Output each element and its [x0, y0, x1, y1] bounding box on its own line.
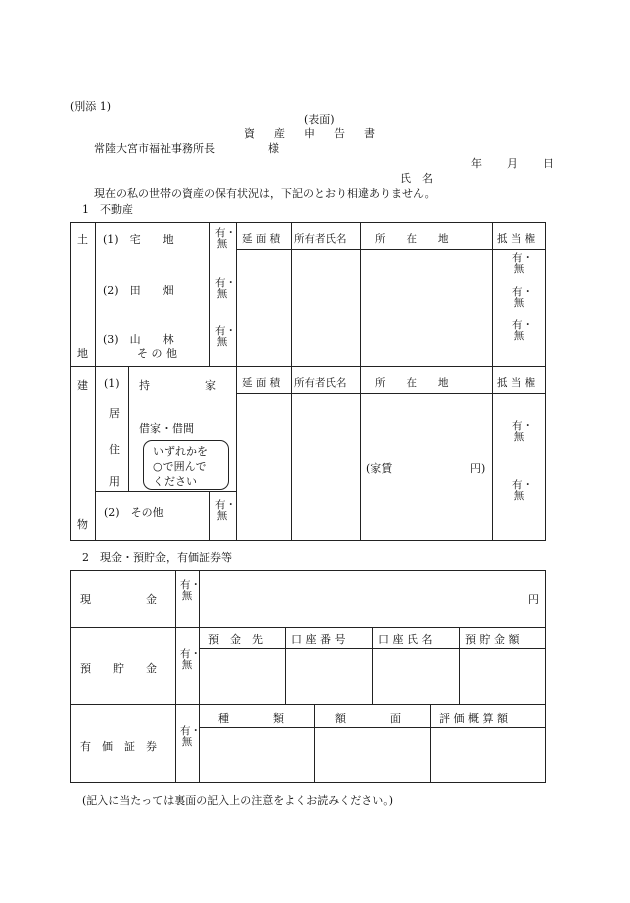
rule	[285, 627, 286, 704]
building-item2: (2) その他	[104, 506, 164, 519]
land-yesno-3: 有・無	[215, 325, 236, 348]
rule	[459, 627, 460, 704]
attachment-label: (別添 1)	[70, 100, 112, 113]
building-col-location: 所 在 地	[375, 377, 449, 389]
securities-yesno: 有・無	[180, 725, 201, 748]
land-building-divider	[70, 366, 546, 367]
rule	[360, 222, 361, 541]
land-col-owner: 所有者氏名	[294, 233, 347, 245]
securities-col-face-value: 額 面	[335, 712, 401, 725]
building-item1-label-3: 用	[109, 475, 120, 488]
building-group-label-top: 建	[77, 379, 88, 392]
rule	[199, 727, 546, 728]
rule	[175, 570, 176, 783]
building-mortgage-yesno-2: 有・無	[512, 479, 533, 502]
rule	[128, 366, 129, 491]
building-col-mortgage: 抵 当 権	[497, 377, 536, 389]
building-col-owner: 所有者氏名	[294, 377, 347, 389]
rule	[199, 570, 200, 783]
rule	[95, 222, 96, 366]
statement: 現在の私の世帯の資産の保有状況は，下記のとおり相違ありません。	[94, 187, 436, 200]
honorific: 様	[268, 142, 279, 155]
date-month: 月	[507, 157, 518, 170]
rent-label: (家賃	[366, 462, 393, 475]
land-yesno-2: 有・無	[215, 277, 236, 300]
deposit-col-bank: 預 金 先	[208, 633, 263, 646]
cash-yen: 円	[528, 593, 539, 606]
rule	[70, 704, 546, 705]
rule	[236, 393, 546, 394]
deposit-yesno: 有・無	[180, 648, 201, 671]
securities-col-valuation: 評 価 概 算 額	[439, 712, 508, 725]
name-label: 氏 名	[400, 172, 433, 185]
building-item1-num: (1)	[104, 377, 120, 390]
building-item1-label-2: 住	[109, 443, 120, 456]
building-mortgage-yesno-1: 有・無	[512, 420, 533, 443]
land-yesno-1: 有・無	[215, 227, 236, 250]
securities-label: 有 価 証 券	[80, 740, 157, 753]
note-line2: ○で囲んで	[153, 460, 207, 473]
rent-unit: 円)	[470, 462, 486, 475]
deposit-col-account-name: 口 座 氏 名	[378, 633, 433, 646]
page-title: 資 産 申 告 書	[244, 127, 379, 140]
land-item-forest: (3) 山 林	[103, 333, 174, 346]
land-item-other: そ の 他	[137, 347, 177, 360]
rule	[209, 222, 210, 366]
land-mortgage-yesno-3: 有・無	[512, 319, 533, 342]
rule	[70, 627, 546, 628]
note-line3: ください	[153, 475, 197, 488]
rule	[314, 704, 315, 783]
section1-title: 1 不動産	[82, 203, 133, 216]
rule	[372, 627, 373, 704]
land-mortgage-yesno-2: 有・無	[512, 286, 533, 309]
land-group-label-top: 土	[77, 233, 88, 246]
section2-title: 2 現金・預貯金，有価証券等	[82, 551, 232, 564]
date-year: 年	[471, 157, 482, 170]
deposit-col-account-number: 口 座 番 号	[291, 633, 346, 646]
building-group-label-bottom: 物	[77, 518, 88, 531]
land-col-location: 所 在 地	[375, 233, 449, 245]
addressee: 常陸大宮市福祉事務所長	[94, 142, 215, 155]
footer-note: (記入に当たっては裏面の記入上の注意をよくお読みください。)	[82, 794, 394, 807]
land-mortgage-yesno-1: 有・無	[512, 252, 533, 275]
face-label: (表面)	[304, 113, 335, 126]
rule	[95, 366, 96, 541]
land-col-area: 延 面 積	[242, 233, 281, 245]
land-col-mortgage: 抵 当 権	[497, 233, 536, 245]
land-group-label-bottom: 地	[77, 347, 88, 360]
rule	[95, 491, 236, 492]
rule	[236, 222, 237, 541]
cash-label: 現 金	[80, 593, 157, 606]
rule	[236, 249, 546, 250]
building-rented: 借家・借間	[139, 422, 194, 435]
rule	[291, 222, 292, 541]
date-day: 日	[543, 157, 554, 170]
rule	[430, 704, 431, 783]
building-item1-label-1: 居	[109, 407, 120, 420]
deposit-label: 預 貯 金	[80, 662, 157, 675]
rule	[209, 491, 210, 541]
land-item-residential: (1) 宅 地	[103, 233, 174, 246]
land-item-farmland: (2) 田 畑	[103, 284, 174, 297]
securities-col-type: 種 類	[218, 712, 284, 725]
note-line1: いずれかを	[153, 445, 208, 458]
building-owned: 持 家	[139, 379, 216, 392]
building-yesno: 有・無	[215, 499, 236, 522]
deposit-col-amount: 預 貯 金 額	[465, 633, 520, 646]
building-col-area: 延 面 積	[242, 377, 281, 389]
cash-yesno: 有・無	[180, 579, 201, 602]
rule	[492, 222, 493, 541]
